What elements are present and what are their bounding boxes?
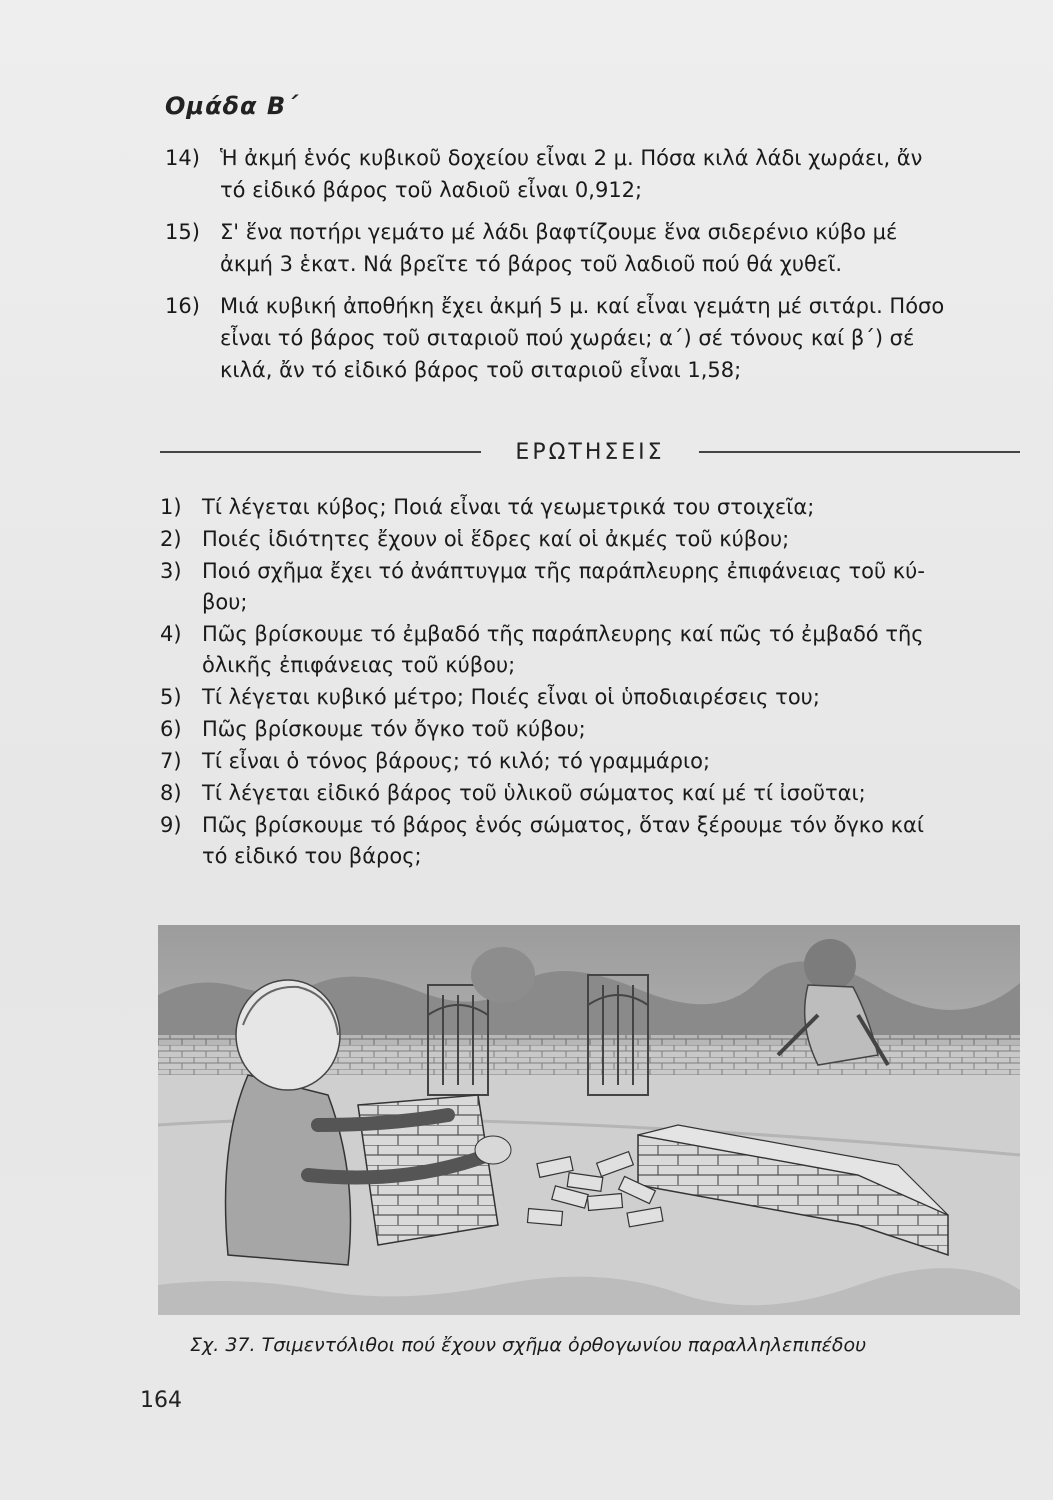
exercise-list bbox=[165, 142, 1020, 396]
question-number: 6) bbox=[160, 717, 182, 741]
question-item bbox=[160, 619, 1020, 681]
question-text-line: Τί λέγεται κύβος; Ποιά εἶναι τά γεωμετρικά του στοιχεῖα; bbox=[202, 495, 815, 519]
section-heading bbox=[160, 432, 1020, 472]
question-text-line: βου; bbox=[202, 590, 248, 614]
question-number: 1) bbox=[160, 495, 182, 519]
question-text-line: Τί λέγεται κυβικό μέτρο; Ποιές εἶναι οἱ ὑποδιαιρέσεις του; bbox=[202, 685, 820, 709]
question-text-line: Ποιές ἰδιότητες ἔχουν οἱ ἕδρες καί οἱ ἀκμές τοῦ κύβου; bbox=[202, 527, 790, 551]
exercise-text-line: Μιά κυβική ἀποθήκη ἔχει ἀκμή 5 μ. καί εἶναι γεμάτη μέ σιτάρι. Πόσο bbox=[220, 294, 945, 318]
question-text-line: τό εἰδικό του βάρος; bbox=[202, 844, 422, 868]
heading-rule-left bbox=[160, 451, 481, 453]
heading-rule-right bbox=[699, 451, 1020, 453]
question-text-line: Πῶς βρίσκουμε τό βάρος ἑνός σώματος, ὅταν ξέρουμε τόν ὄγκο καί bbox=[202, 813, 924, 837]
question-number: 3) bbox=[160, 559, 182, 583]
question-number: 7) bbox=[160, 749, 182, 773]
question-number: 5) bbox=[160, 685, 182, 709]
section-title: ΕΡΩΤΗΣΕΙΣ bbox=[515, 439, 665, 465]
question-item bbox=[160, 682, 1020, 713]
question-text-line: ὁλικῆς ἐπιφάνειας τοῦ κύβου; bbox=[202, 653, 516, 677]
question-text-line: Πῶς βρίσκουμε τόν ὄγκο τοῦ κύβου; bbox=[202, 717, 586, 741]
question-item bbox=[160, 810, 1020, 872]
question-item bbox=[160, 714, 1020, 745]
question-text-line: Ποιό σχῆμα ἔχει τό ἀνάπτυγμα τῆς παράπλευρης ἐπιφάνειας τοῦ κύ- bbox=[202, 559, 925, 583]
exercise-item bbox=[165, 216, 1020, 280]
question-item bbox=[160, 746, 1020, 777]
exercise-item bbox=[165, 142, 1020, 206]
figure-caption: Σχ. 37. Τσιμεντόλιθοι πού ἔχουν σχῆμα ὀρθογωνίου παραλληλεπιπέδου bbox=[190, 1334, 867, 1356]
question-number: 8) bbox=[160, 781, 182, 805]
question-number: 9) bbox=[160, 813, 182, 837]
exercise-text-line: κιλά, ἄν τό εἰδικό βάρος τοῦ σιταριοῦ εἶναι 1,58; bbox=[220, 358, 742, 382]
question-list bbox=[160, 492, 1020, 873]
exercise-text-line: εἶναι τό βάρος τοῦ σιταριοῦ πού χωράει; α΄) σέ τόνους καί β΄) σέ bbox=[220, 326, 915, 350]
exercise-text-line: Σ' ἕνα ποτήρι γεμάτο μέ λάδι βαφτίζουμε ἕνα σιδερένιο κύβο μέ bbox=[220, 220, 898, 244]
exercise-item bbox=[165, 290, 1020, 386]
question-text-line: Τί εἶναι ὁ τόνος βάρους; τό κιλό; τό γραμμάριο; bbox=[202, 749, 711, 773]
question-number: 2) bbox=[160, 527, 182, 551]
question-item bbox=[160, 556, 1020, 618]
exercise-text-line: Ἡ ἀκμή ἑνός κυβικοῦ δοχείου εἶναι 2 μ. Πόσα κιλά λάδι χωράει, ἄν bbox=[220, 146, 923, 170]
exercise-number: 14) bbox=[165, 146, 200, 170]
question-item bbox=[160, 492, 1020, 523]
exercise-text-line: ἀκμή 3 ἑκατ. Νά βρεῖτε τό βάρος τοῦ λαδιοῦ πού θά χυθεῖ. bbox=[220, 252, 843, 276]
exercise-number: 16) bbox=[165, 294, 200, 318]
exercise-number: 15) bbox=[165, 220, 200, 244]
question-item bbox=[160, 778, 1020, 809]
exercise-text-line: τό εἰδικό βάρος τοῦ λαδιοῦ εἶναι 0,912; bbox=[220, 178, 643, 202]
question-item bbox=[160, 524, 1020, 555]
group-title: Ομάδα Β΄ bbox=[165, 92, 298, 120]
question-number: 4) bbox=[160, 622, 182, 646]
question-text-line: Τί λέγεται εἰδικό βάρος τοῦ ὑλικοῦ σώματος καί μέ τί ἰσοῦται; bbox=[202, 781, 866, 805]
question-text-line: Πῶς βρίσκουμε τό ἐμβαδό τῆς παράπλευρης καί πῶς τό ἐμβαδό τῆς bbox=[202, 622, 924, 646]
illustration-children-building-with-bricks bbox=[158, 925, 1020, 1315]
page-number: 164 bbox=[140, 1388, 182, 1413]
